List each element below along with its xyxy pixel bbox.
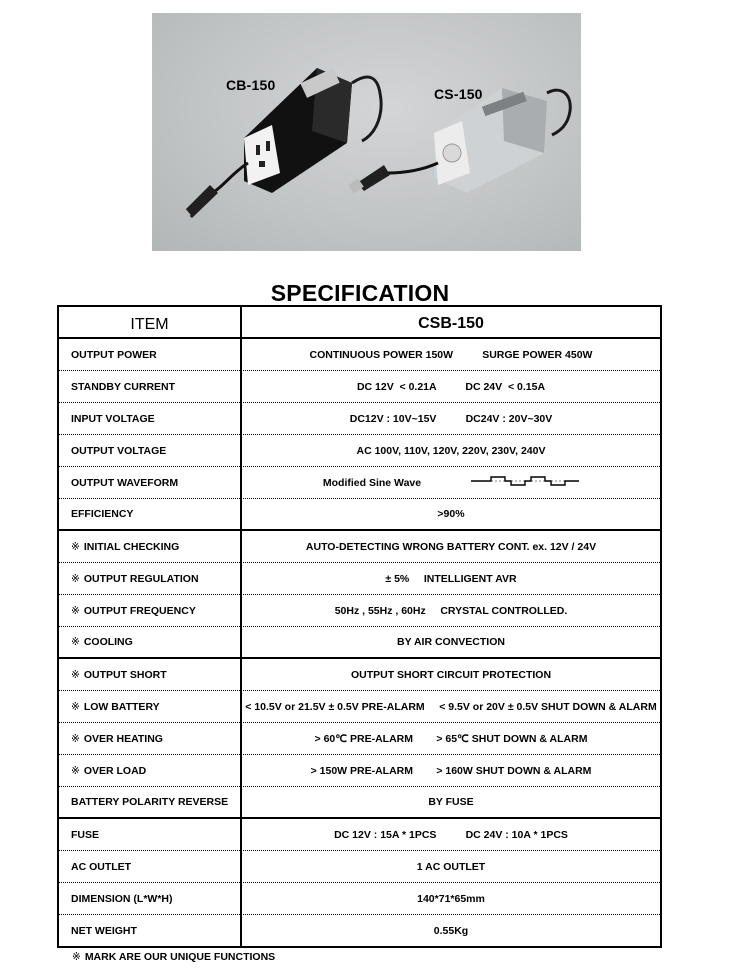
row-value: DC 12V : 15A * 1PCS DC 24V : 10A * 1PCS	[334, 828, 568, 841]
table-row	[59, 595, 660, 627]
row-value: AC 100V, 110V, 120V, 220V, 230V, 240V	[356, 444, 546, 457]
modified-sine-wave-icon	[471, 476, 579, 490]
header-model: CSB-150	[418, 315, 484, 332]
row-value: BY FUSE	[428, 796, 474, 808]
unique-mark: ※	[72, 951, 81, 963]
table-row	[59, 371, 660, 403]
row-item	[71, 787, 228, 817]
row-item	[71, 339, 157, 370]
row-item	[71, 627, 133, 657]
inverter-products-illustration	[152, 13, 581, 251]
row-item-label: LOW BATTERY	[83, 700, 160, 713]
row-item	[71, 851, 131, 882]
row-item	[71, 883, 173, 914]
row-item	[71, 915, 137, 947]
table-row	[59, 787, 660, 819]
table-row	[59, 851, 660, 883]
row-item-label: AC OUTLET	[71, 860, 132, 873]
table-row	[59, 627, 660, 659]
table-row	[59, 659, 660, 691]
row-value: > 150W PRE-ALARM > 160W SHUT DOWN & ALARM	[310, 764, 592, 777]
unique-mark: ※	[71, 540, 80, 553]
footnote-text: MARK ARE OUR UNIQUE FUNCTIONS	[84, 951, 276, 963]
row-item-label: COOLING	[83, 636, 133, 648]
row-item	[71, 595, 196, 626]
table-row	[59, 435, 660, 467]
row-item	[71, 531, 179, 562]
table-row	[59, 915, 660, 947]
row-item-label: DIMENSION (L*W*H)	[71, 892, 173, 905]
specification-table	[57, 305, 662, 948]
row-value: CONTINUOUS POWER 150W SURGE POWER 450W	[309, 348, 593, 361]
row-item	[71, 371, 175, 402]
row-item-label: NET WEIGHT	[71, 925, 137, 937]
row-value: DC 12V < 0.21A DC 24V < 0.15A	[356, 380, 546, 393]
row-item	[71, 499, 133, 529]
table-row	[59, 467, 660, 499]
row-value: BY AIR CONVECTION	[397, 636, 505, 648]
row-value	[242, 467, 660, 498]
row-value: 50Hz , 55Hz , 60Hz CRYSTAL CONTROLLED.	[334, 604, 568, 617]
table-row	[59, 883, 660, 915]
row-item-label: INPUT VOLTAGE	[71, 412, 155, 425]
footnote	[72, 951, 275, 963]
row-value: AUTO-DETECTING WRONG BATTERY CONT. ex. 12V / 24V	[305, 540, 597, 553]
row-item	[71, 723, 163, 754]
table-row	[59, 403, 660, 435]
row-value: 0.55Kg	[433, 925, 469, 937]
cs-150-label: CS-150	[434, 86, 483, 102]
row-item	[71, 755, 146, 786]
row-item-label: OUTPUT REGULATION	[83, 572, 199, 585]
table-row	[59, 691, 660, 723]
row-value: 1 AC OUTLET	[416, 860, 486, 873]
unique-mark: ※	[71, 572, 80, 585]
row-item-label: OUTPUT SHORT	[83, 668, 167, 681]
unique-mark: ※	[71, 700, 80, 713]
row-item-label: EFFICIENCY	[71, 508, 134, 520]
row-item-label: BATTERY POLARITY REVERSE	[71, 796, 229, 808]
row-item	[71, 403, 155, 434]
unique-mark: ※	[71, 636, 80, 648]
product-photo	[152, 13, 581, 251]
row-item	[71, 467, 178, 498]
table-row	[59, 339, 660, 371]
row-item-label: STANDBY CURRENT	[71, 380, 176, 393]
page-title: SPECIFICATION	[270, 280, 450, 306]
table-row	[59, 563, 660, 595]
row-item-label: OVER HEATING	[83, 732, 163, 745]
row-item-label: FUSE	[71, 828, 100, 841]
row-value: 140*71*65mm	[417, 892, 485, 905]
row-value: ± 5% INTELLIGENT AVR	[385, 572, 517, 585]
row-item	[71, 819, 99, 850]
table-row	[59, 499, 660, 531]
waveform-text: Modified Sine Wave	[322, 476, 422, 489]
row-item-label: INITIAL CHECKING	[83, 540, 180, 553]
unique-mark: ※	[71, 764, 80, 777]
header-item: ITEM	[130, 316, 169, 333]
cb-150-label: CB-150	[226, 77, 276, 93]
table-row	[59, 723, 660, 755]
unique-mark: ※	[71, 732, 80, 745]
row-item-label: OUTPUT WAVEFORM	[71, 476, 179, 489]
unique-mark: ※	[71, 668, 80, 681]
table-header-row	[59, 307, 660, 339]
table-row	[59, 755, 660, 787]
row-item	[71, 659, 167, 690]
row-item-label: OUTPUT VOLTAGE	[71, 444, 167, 457]
row-item	[71, 691, 160, 722]
row-value: OUTPUT SHORT CIRCUIT PROTECTION	[350, 668, 552, 681]
row-item-label: OUTPUT POWER	[71, 348, 157, 361]
row-item	[71, 435, 166, 466]
table-row	[59, 531, 660, 563]
row-value: >90%	[437, 508, 465, 520]
row-value: DC12V : 10V~15V DC24V : 20V~30V	[349, 412, 553, 425]
row-value: > 60℃ PRE-ALARM > 65℃ SHUT DOWN & ALARM	[314, 732, 588, 745]
row-item	[71, 563, 199, 594]
table-row	[59, 819, 660, 851]
row-item-label: OVER LOAD	[83, 764, 147, 777]
cb-150-inverter-image	[175, 68, 381, 223]
unique-mark: ※	[71, 604, 80, 617]
row-item-label: OUTPUT FREQUENCY	[83, 604, 196, 617]
row-value: < 10.5V or 21.5V ± 0.5V PRE-ALARM < 9.5V or 20V ± 0.5V SHUT DOWN & ALARM	[245, 700, 657, 713]
